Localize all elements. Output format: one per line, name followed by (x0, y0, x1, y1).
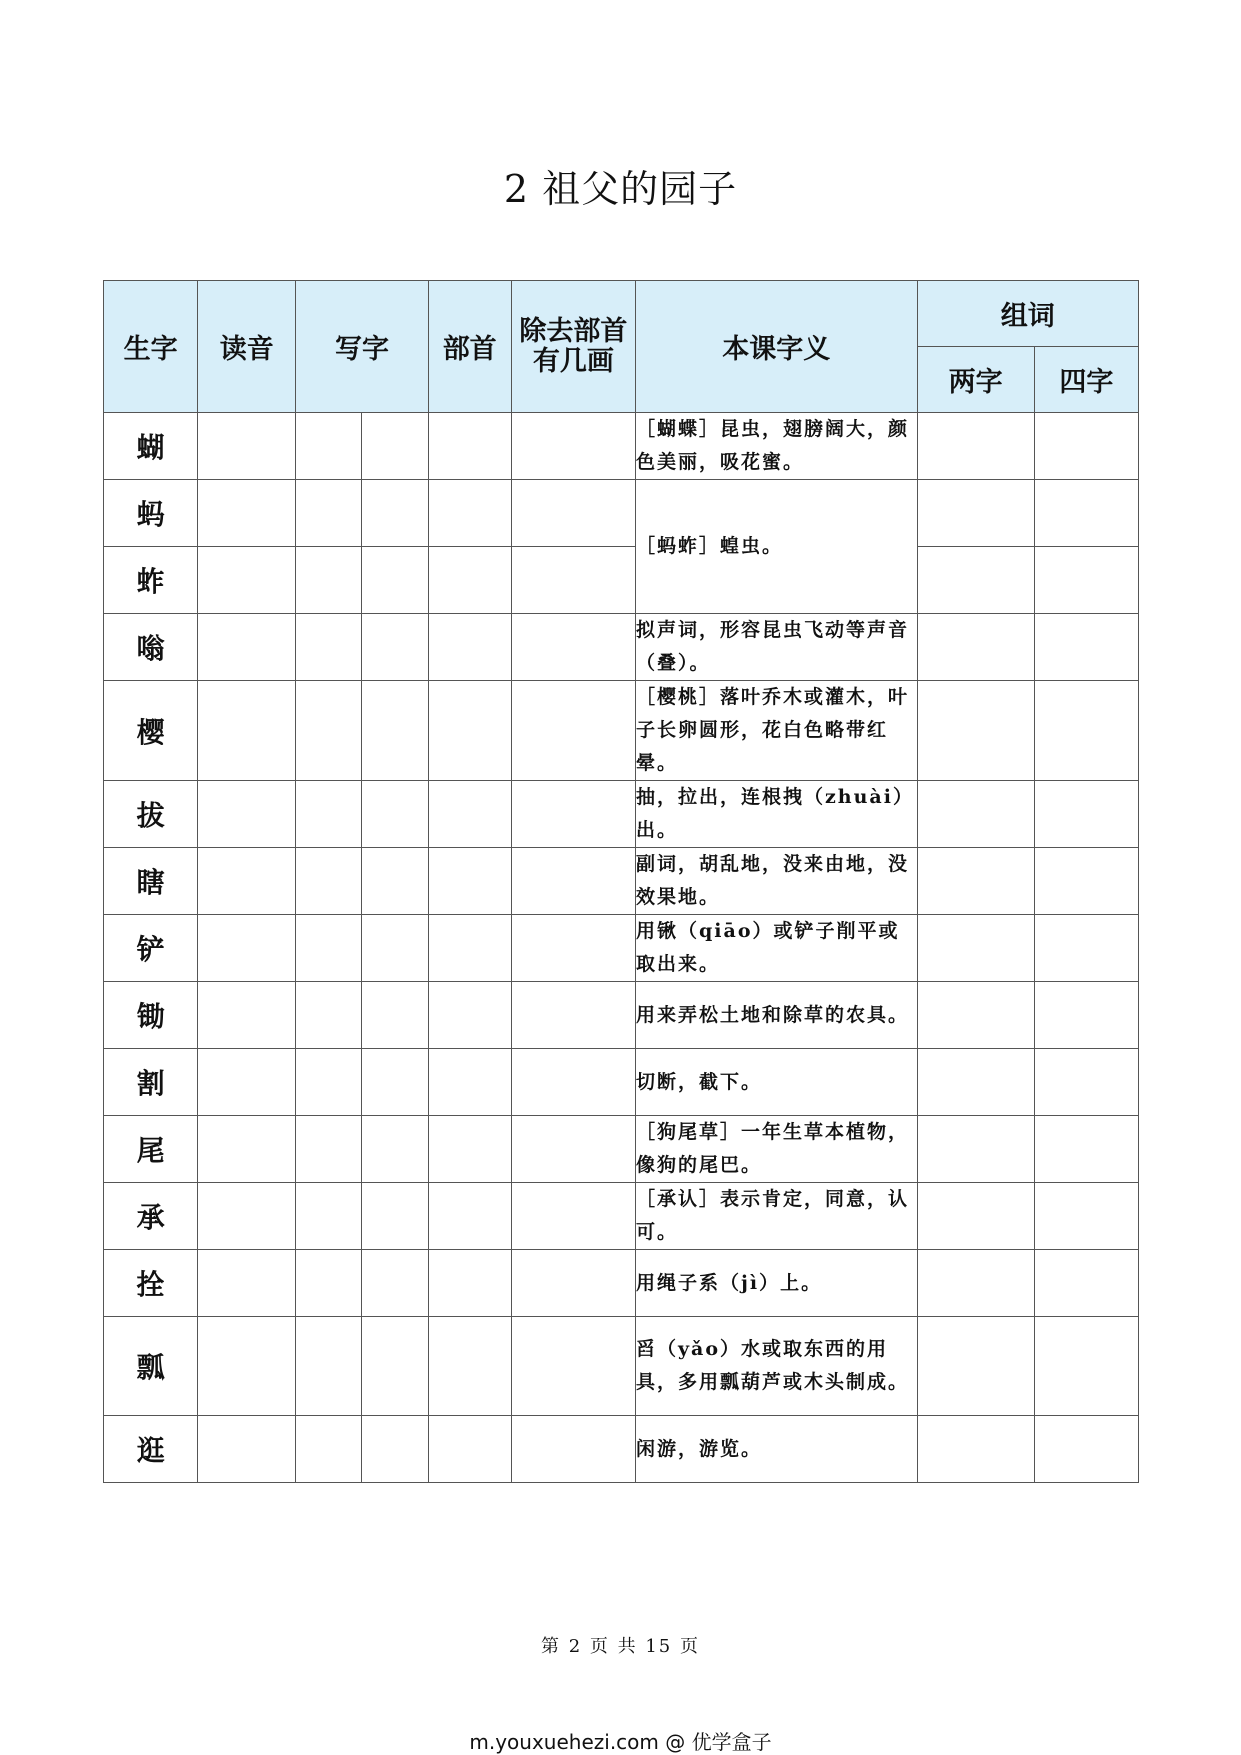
page-title: 2 祖父的园子 (503, 167, 738, 211)
table-row (104, 1416, 1139, 1483)
reading-cell[interactable] (198, 1183, 296, 1250)
meaning-cell: 抽，拉出，连根拽（zhuài）出。 (636, 781, 918, 848)
two-char-cell[interactable] (917, 1317, 1034, 1416)
source-watermark: m.youxuehezi.com @ 优学盒子 (469, 1730, 772, 1754)
strokes-cell[interactable] (511, 547, 635, 614)
writing-cell[interactable] (296, 1416, 362, 1483)
writing-cell[interactable] (296, 1317, 362, 1416)
table-row (104, 848, 1139, 915)
radical-cell[interactable] (428, 413, 511, 480)
four-char-cell[interactable] (1034, 614, 1138, 681)
four-char-cell[interactable] (1034, 413, 1138, 480)
two-char-cell[interactable] (917, 1183, 1034, 1250)
table-row (104, 480, 1139, 547)
strokes-cell[interactable] (511, 480, 635, 547)
char-cell: 承 (104, 1183, 198, 1250)
strokes-cell[interactable] (511, 1250, 635, 1317)
table-row (104, 982, 1139, 1049)
meaning-cell: 副词，胡乱地，没来由地，没效果地。 (636, 848, 918, 915)
header-writing: 写字 (296, 281, 428, 413)
meaning-cell: 用绳子系（jì）上。 (636, 1250, 918, 1317)
four-char-cell[interactable] (1034, 982, 1138, 1049)
strokes-cell[interactable] (511, 413, 635, 480)
radical-cell[interactable] (428, 1049, 511, 1116)
two-char-cell[interactable] (917, 1250, 1034, 1317)
reading-cell[interactable] (198, 848, 296, 915)
strokes-cell[interactable] (511, 781, 635, 848)
two-char-cell[interactable] (917, 547, 1034, 614)
char-cell: 蚂 (104, 480, 198, 547)
two-char-cell[interactable] (917, 413, 1034, 480)
table-row (104, 1250, 1139, 1317)
writing-cell[interactable] (362, 547, 428, 614)
header-char: 生字 (104, 281, 198, 413)
strokes-cell[interactable] (511, 681, 635, 781)
reading-cell[interactable] (198, 781, 296, 848)
char-cell: 樱 (104, 681, 198, 781)
meaning-cell: ［狗尾草］一年生草本植物，像狗的尾巴。 (636, 1116, 918, 1183)
meaning-cell: ［蚂蚱］蝗虫。 (636, 480, 918, 614)
two-char-cell[interactable] (917, 614, 1034, 681)
strokes-cell[interactable] (511, 982, 635, 1049)
char-cell: 瓢 (104, 1317, 198, 1416)
two-char-cell[interactable] (917, 1416, 1034, 1483)
four-char-cell[interactable] (1034, 781, 1138, 848)
two-char-cell[interactable] (917, 681, 1034, 781)
two-char-cell[interactable] (917, 781, 1034, 848)
char-cell: 尾 (104, 1116, 198, 1183)
four-char-cell[interactable] (1034, 681, 1138, 781)
radical-cell[interactable] (428, 982, 511, 1049)
two-char-cell[interactable] (917, 848, 1034, 915)
writing-cell[interactable] (296, 915, 362, 982)
writing-cell[interactable] (362, 1250, 428, 1317)
four-char-cell[interactable] (1034, 1416, 1138, 1483)
char-cell: 拴 (104, 1250, 198, 1317)
two-char-cell[interactable] (917, 480, 1034, 547)
writing-cell[interactable] (362, 848, 428, 915)
meaning-cell: 用锹（qiāo）或铲子削平或取出来。 (636, 915, 918, 982)
table-row (104, 681, 1139, 781)
meaning-cell: 切断，截下。 (636, 1049, 918, 1116)
word-table (103, 280, 1139, 1483)
four-char-cell[interactable] (1034, 1183, 1138, 1250)
reading-cell[interactable] (198, 614, 296, 681)
header-radical: 部首 (428, 281, 511, 413)
char-cell: 蝴 (104, 413, 198, 480)
writing-cell[interactable] (296, 1250, 362, 1317)
writing-cell[interactable] (296, 547, 362, 614)
header-strokes: 除去部首有几画 (511, 281, 635, 413)
writing-cell[interactable] (362, 1317, 428, 1416)
table-row (104, 547, 1139, 614)
strokes-cell[interactable] (511, 915, 635, 982)
writing-cell[interactable] (362, 1049, 428, 1116)
writing-cell[interactable] (362, 1416, 428, 1483)
writing-cell[interactable] (362, 480, 428, 547)
four-char-cell[interactable] (1034, 547, 1138, 614)
radical-cell[interactable] (428, 1317, 511, 1416)
four-char-cell[interactable] (1034, 848, 1138, 915)
reading-cell[interactable] (198, 915, 296, 982)
radical-cell[interactable] (428, 1183, 511, 1250)
writing-cell[interactable] (296, 614, 362, 681)
writing-cell[interactable] (362, 982, 428, 1049)
meaning-cell: 闲游，游览。 (636, 1416, 918, 1483)
radical-cell[interactable] (428, 547, 511, 614)
writing-cell[interactable] (296, 848, 362, 915)
reading-cell[interactable] (198, 681, 296, 781)
reading-cell[interactable] (198, 480, 296, 547)
writing-cell[interactable] (296, 982, 362, 1049)
reading-cell[interactable] (198, 413, 296, 480)
writing-cell[interactable] (362, 681, 428, 781)
reading-cell[interactable] (198, 1317, 296, 1416)
writing-cell[interactable] (296, 1183, 362, 1250)
two-char-cell[interactable] (917, 1116, 1034, 1183)
reading-cell[interactable] (198, 1250, 296, 1317)
meaning-cell: 拟声词，形容昆虫飞动等声音（叠）。 (636, 614, 918, 681)
header-meaning: 本课字义 (636, 281, 918, 413)
four-char-cell[interactable] (1034, 480, 1138, 547)
two-char-cell[interactable] (917, 982, 1034, 1049)
radical-cell[interactable] (428, 1116, 511, 1183)
writing-cell[interactable] (296, 781, 362, 848)
char-cell: 锄 (104, 982, 198, 1049)
radical-cell[interactable] (428, 848, 511, 915)
meaning-cell: ［承认］表示肯定，同意，认可。 (636, 1183, 918, 1250)
strokes-cell[interactable] (511, 614, 635, 681)
radical-cell[interactable] (428, 781, 511, 848)
writing-cell[interactable] (362, 413, 428, 480)
table-row (104, 1116, 1139, 1183)
strokes-cell[interactable] (511, 1317, 635, 1416)
reading-cell[interactable] (198, 1116, 296, 1183)
table-row (104, 1049, 1139, 1116)
radical-cell[interactable] (428, 614, 511, 681)
two-char-cell[interactable] (917, 915, 1034, 982)
writing-cell[interactable] (362, 614, 428, 681)
table-row (104, 1183, 1139, 1250)
strokes-cell[interactable] (511, 1183, 635, 1250)
writing-cell[interactable] (296, 480, 362, 547)
char-cell: 瞎 (104, 848, 198, 915)
meaning-cell: 用来弄松土地和除草的农具。 (636, 982, 918, 1049)
meaning-cell: 舀（yǎo）水或取东西的用具，多用瓢葫芦或木头制成。 (636, 1317, 918, 1416)
four-char-cell[interactable] (1034, 1116, 1138, 1183)
four-char-cell[interactable] (1034, 1049, 1138, 1116)
radical-cell[interactable] (428, 1416, 511, 1483)
writing-cell[interactable] (296, 1049, 362, 1116)
header-four-char: 四字 (1034, 347, 1138, 413)
radical-cell[interactable] (428, 681, 511, 781)
four-char-cell[interactable] (1034, 1250, 1138, 1317)
reading-cell[interactable] (198, 982, 296, 1049)
table-row (104, 781, 1139, 848)
reading-cell[interactable] (198, 1049, 296, 1116)
writing-cell[interactable] (362, 915, 428, 982)
writing-cell[interactable] (362, 1183, 428, 1250)
writing-cell[interactable] (362, 781, 428, 848)
writing-cell[interactable] (296, 413, 362, 480)
radical-cell[interactable] (428, 480, 511, 547)
char-cell: 割 (104, 1049, 198, 1116)
four-char-cell[interactable] (1034, 1317, 1138, 1416)
table-row (104, 915, 1139, 982)
writing-cell[interactable] (362, 1116, 428, 1183)
strokes-cell[interactable] (511, 848, 635, 915)
table-row (104, 1317, 1139, 1416)
table-row (104, 413, 1139, 480)
radical-cell[interactable] (428, 915, 511, 982)
reading-cell[interactable] (198, 1416, 296, 1483)
two-char-cell[interactable] (917, 1049, 1034, 1116)
meaning-cell: ［樱桃］落叶乔木或灌木，叶子长卵圆形，花白色略带红晕。 (636, 681, 918, 781)
writing-cell[interactable] (296, 1116, 362, 1183)
char-cell: 逛 (104, 1416, 198, 1483)
char-cell: 拔 (104, 781, 198, 848)
page-number: 第 2 页 共 15 页 (541, 1636, 700, 1657)
header-reading: 读音 (198, 281, 296, 413)
char-cell: 铲 (104, 915, 198, 982)
table-row (104, 614, 1139, 681)
char-cell: 蚱 (104, 547, 198, 614)
strokes-cell[interactable] (511, 1416, 635, 1483)
char-cell: 嗡 (104, 614, 198, 681)
radical-cell[interactable] (428, 1250, 511, 1317)
header-words: 组词 (917, 281, 1138, 347)
reading-cell[interactable] (198, 547, 296, 614)
four-char-cell[interactable] (1034, 915, 1138, 982)
writing-cell[interactable] (296, 681, 362, 781)
header-two-char: 两字 (917, 347, 1034, 413)
meaning-cell: ［蝴蝶］昆虫，翅膀阔大，颜色美丽，吸花蜜。 (636, 413, 918, 480)
strokes-cell[interactable] (511, 1049, 635, 1116)
strokes-cell[interactable] (511, 1116, 635, 1183)
